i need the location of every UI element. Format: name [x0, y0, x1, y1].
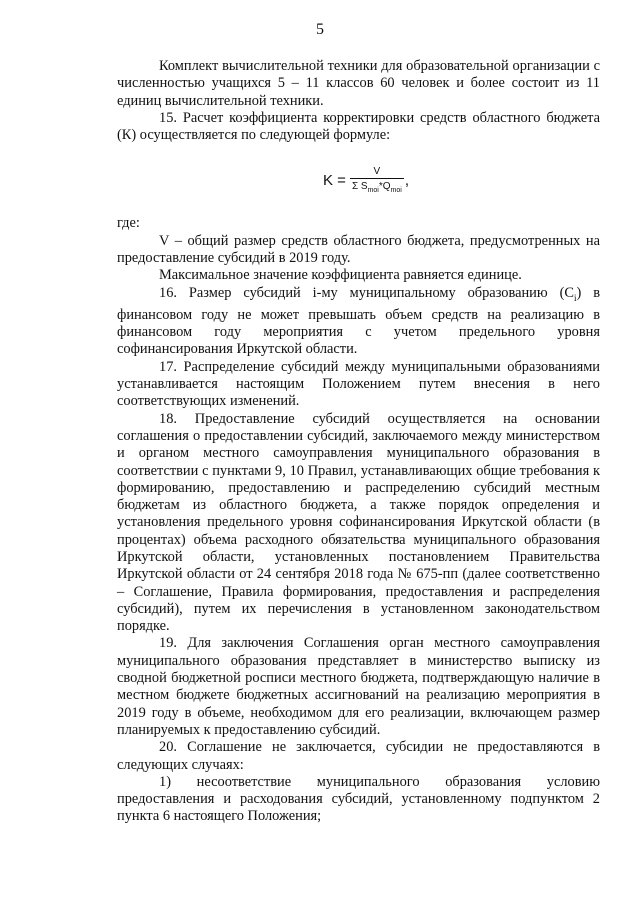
paragraph-18: 18. Предоставление субсидий осуществляется на основании соглашения о предоставлении субсидий, заключаемого между министерством и органом местного самоуправления муниципального образования в соответствии с пунктами 9, 10 Правил, устанавливающих общие требования к формированию, предоставлению и распределению субсидий местным бюджетам из областного бюджета, а также порядок определения и установления предельного уровня софинансирования Иркутской области (в процентах) объема расходного обязательства муниципального образования Иркутской области, установленных постановлением Правительства Иркутской области от 24 сентября 2018 года № 675-пп (далее соответственно – Соглашение, Правила формирования, предоставления и распределения субсидий), путем их перечисления в установленном законодательством порядке. — [117, 410, 600, 635]
list-item-1-rest: предоставления и расходования субсидий, установленному подпунктом 2 пункта 6 настоящего Положения; — [117, 791, 600, 825]
formula-numerator: V — [373, 165, 381, 177]
list-item-1-first-line — [117, 774, 600, 791]
formula-den-sum: Σ S — [351, 180, 368, 192]
document-body — [117, 58, 600, 826]
paragraph-16-subscript: i — [573, 292, 577, 303]
paragraph-16 — [117, 285, 600, 359]
paragraph-19: 19. Для заключения Соглашения орган местного самоуправления муниципального образования представляет в министерство выписку из сводной бюджетной росписи местного бюджета, подтверждающую наличие в местном бюджете бюджетных ассигнований на реализацию мероприятия в 2019 году в объеме, необходимом для его реализации, включающем размер планируемых к предоставлению субсидий. — [117, 635, 600, 738]
formula-denominator — [350, 178, 404, 197]
paragraph-16-start: 16. Размер субсидий i-му муниципальному образованию (C — [159, 284, 574, 301]
paragraph-16-end: ) в финансовом году не может превышать объем средств на реализацию в финансовом году мероприятия с учетом предельного уровня софинансирования Иркутской области. — [117, 284, 600, 358]
where-label: где: — [117, 215, 140, 232]
formula-comma: , — [404, 172, 409, 190]
formula-den-mul: *Q — [378, 180, 391, 192]
formula-den-sub1: moi — [367, 186, 379, 194]
page-number: 5 — [316, 21, 324, 38]
formula-den-sub2: moi — [390, 186, 402, 194]
formula-lhs: K = — [323, 172, 346, 190]
formula-fraction — [350, 165, 404, 197]
max-coefficient-note: Максимальное значение коэффициента равняется единице. — [159, 267, 522, 284]
v-definition: V – общий размер средств областного бюджета, предусмотренных на предоставление субсидий в 2019 году. — [117, 232, 600, 267]
list-item-1-first-line-text: 1) несоответствие муниципального образования условию — [159, 773, 600, 790]
paragraph-15: 15. Расчет коэффициента корректировки средств областного бюджета (К) осуществляется по следующей формуле: — [117, 109, 600, 144]
paragraph-20: 20. Соглашение не заключается, субсидии не предоставляются в следующих случаях: — [117, 739, 600, 773]
paragraph-17: 17. Распределение субсидий между муниципальными образованиями устанавливается настоящим Положением путем внесения в него соответствующих изменений. — [117, 358, 600, 410]
coefficient-formula — [323, 156, 409, 205]
formula-block — [117, 156, 600, 205]
paragraph-intro: Комплект вычислительной техники для образовательной организации с численностью учащихся 5 – 11 классов 60 человек и более состоит из 11 единиц вычислительной техники. — [117, 58, 600, 109]
